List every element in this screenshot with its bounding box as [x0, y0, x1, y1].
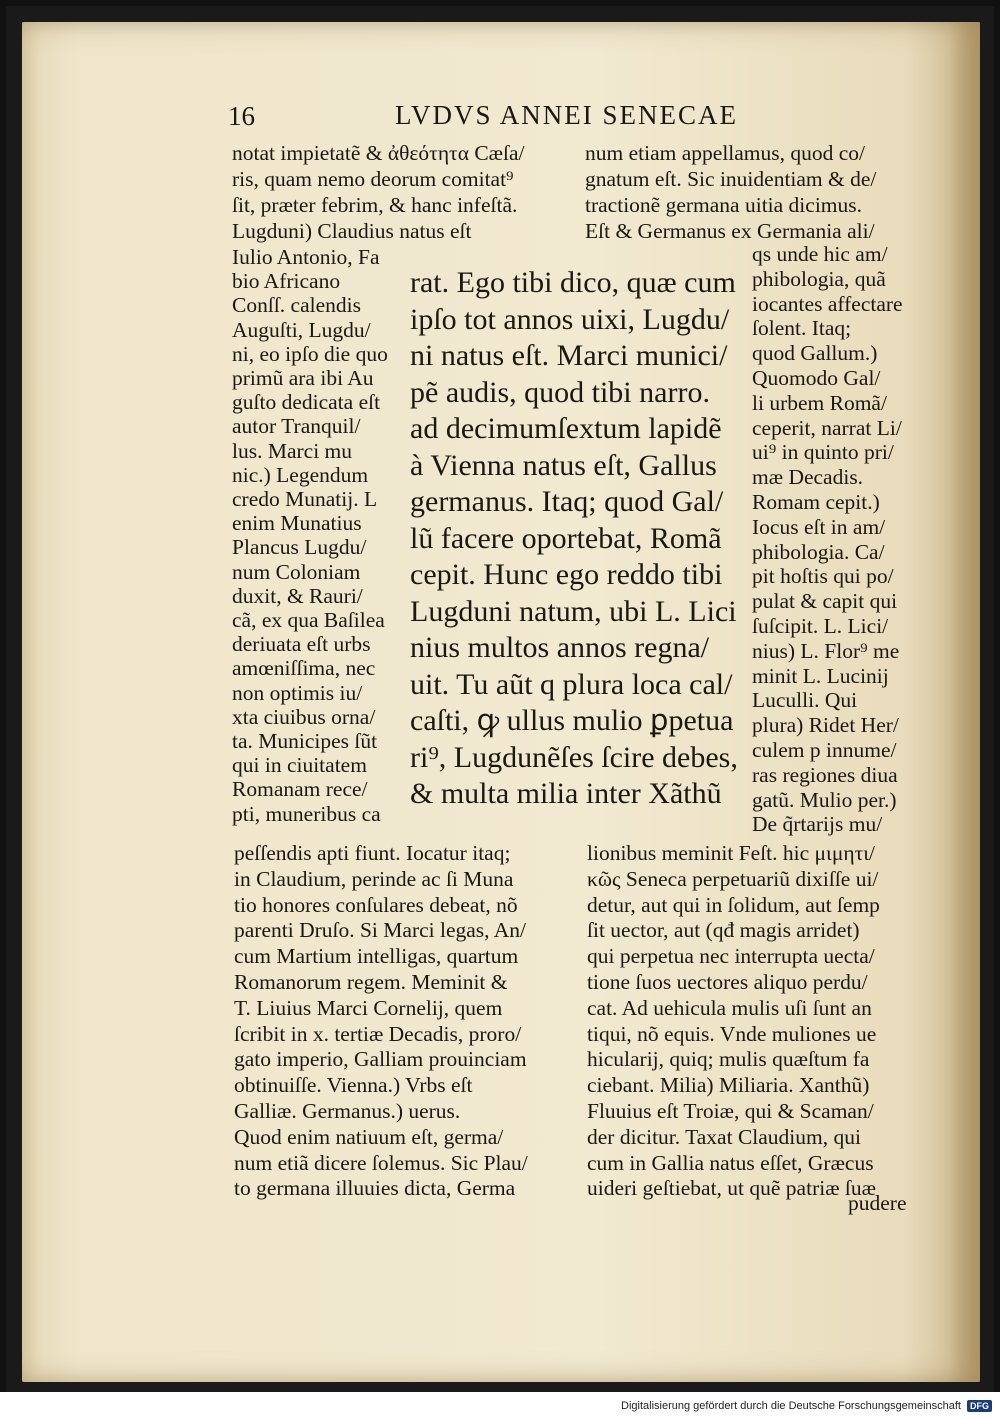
text-line: tione ſuos uectores aliquo perdu/	[587, 970, 868, 994]
text-line: guſto dedicata eſt	[232, 390, 381, 415]
text-line: lus. Marci mu	[232, 438, 353, 463]
text-line: ciebant. Milia) Miliaria. Xanthũ)	[587, 1073, 870, 1098]
text-line: gato imperio, Galliam prouinciam	[234, 1047, 527, 1072]
text-line: κῶς Seneca perpetuariũ dixiſſe ui/	[587, 866, 879, 891]
text-line: ui⁹ in quinto pri/	[752, 440, 894, 465]
text-line: tio honores conſulares debeat, nõ	[234, 892, 518, 917]
text-line: ras regiones diua	[752, 762, 898, 787]
text-line: ſit, præter febrim, & hanc infeſtã.	[232, 193, 518, 217]
text-line: & multa milia inter Xãthũ	[410, 777, 722, 810]
text-line: Fluuius eſt Troiæ, qui & Scaman/	[587, 1099, 874, 1123]
text-line: deriuata eſt urbs	[232, 632, 371, 657]
text-line: De q̃rtarijs mu/	[752, 812, 883, 837]
text-line: ſit uector, aut (qđ magis arridet)	[587, 918, 860, 943]
text-line: cum in Gallia natus eſſet, Græcus	[587, 1150, 874, 1175]
text-line: Romanam rece/	[232, 777, 368, 802]
text-line: li urbem Romã/	[752, 390, 887, 415]
text-line: culem p innume/	[752, 738, 897, 762]
text-line: quod Gallum.)	[752, 341, 878, 366]
text-line: in Claudium, perinde ac ſi Muna	[234, 866, 514, 891]
text-line: ipſo tot annos uixi, Lugdu/	[410, 302, 730, 336]
text-line: num Coloniam	[232, 559, 361, 584]
text-line: tiqui, nõ equis. Vnde muliones ue	[587, 1021, 877, 1046]
text-line: ſolent. Itaq;	[752, 316, 852, 341]
text-line: Iulio Antonio, Fa	[232, 245, 380, 269]
text-line: Quod enim natiuum eſt, germa/	[234, 1124, 504, 1149]
text-line: ni natus eſt. Marci munici/	[410, 339, 728, 372]
text-line: pulat & capit qui	[752, 589, 898, 614]
text-line: ad decimumſextum lapidẽ	[410, 412, 722, 445]
text-line: à Vienna natus eſt, Gallus	[410, 448, 717, 482]
text-line: Lugduni) Claudius natus eſt	[232, 219, 472, 243]
text-line: credo Munatij. L	[232, 487, 378, 511]
text-line: bio Africano	[232, 269, 341, 294]
text-line: uideri geſtiebat, ut quẽ patriæ ſuæ	[587, 1176, 876, 1201]
text-line: pti, muneribus ca	[232, 801, 381, 826]
text-line: ris, quam nemo deorum comitat⁹	[232, 167, 514, 191]
text-line: num etiã dicere ſolemus. Sic Plau/	[234, 1150, 528, 1175]
text-line: gatũ. Mulio per.)	[752, 787, 897, 812]
text-line: obtinuiſſe. Vienna.) Vrbs eſt	[234, 1073, 473, 1098]
text-line: germanus. Itaq; quod Gal/	[410, 485, 724, 518]
text-line: amœniſſima, nec	[232, 656, 376, 681]
text-line: num etiam appellamus, quod co/	[585, 141, 866, 165]
text-line: pẽ audis, quod tibi narro.	[410, 375, 710, 409]
text-line: notat impietatẽ & ἀθεότητα Cæſa/	[232, 141, 525, 165]
text-line: qs unde hic am/	[752, 242, 888, 266]
text-line: xta ciuibus orna/	[232, 704, 376, 729]
text-line: rat. Ego tibi dico, quæ cum	[410, 266, 736, 299]
text-line: uit. Tu aũt q plura loca cal/	[410, 667, 733, 701]
text-line: Eſt & Germanus ex Germania ali/	[585, 219, 875, 243]
digitization-footer	[0, 1392, 1000, 1420]
text-line: to germana illuuies dicta, Germa	[234, 1176, 516, 1201]
text-line: T. Liuius Marci Cornelij, quem	[234, 995, 503, 1020]
page-gutter-shadow	[950, 22, 980, 1382]
text-line: phibologia. Ca/	[752, 539, 885, 564]
dfg-logo-icon: DFG	[967, 1400, 992, 1412]
text-line: duxit, & Rauri/	[232, 583, 363, 608]
text-line: cum Martium intelligas, quartum	[234, 944, 519, 969]
text-line: Luculli. Qui	[752, 688, 858, 713]
text-line: Romanorum regem. Meminit &	[234, 970, 508, 994]
page-number: 16	[228, 101, 255, 131]
text-line: detur, aut qui in ſolidum, aut ſemp	[587, 892, 880, 917]
text-line: lionibus meminit Feſt. hic μιμητι/	[587, 841, 876, 865]
text-line: Iocus eſt in am/	[752, 514, 886, 539]
text-line: ni, eo ipſo die quo	[232, 341, 388, 366]
text-line: Galliæ. Germanus.) uerus.	[234, 1099, 461, 1123]
text-line: qui perpetua nec interrupta uecta/	[587, 944, 875, 969]
text-line: ſcribit in x. tertiæ Decadis, proro/	[234, 1021, 522, 1046]
text-line: pit hoſtis qui po/	[752, 564, 894, 589]
text-line: iocantes affectare	[752, 291, 903, 316]
text-line: Quomodo Gal/	[752, 366, 881, 390]
text-line: Conſſ. calendis	[232, 293, 361, 318]
text-line: qui in ciuitatem	[232, 753, 367, 778]
text-line: minit L. Lucinij	[752, 663, 889, 688]
text-line: ta. Municipes ſũt	[232, 729, 378, 753]
text-line: caſti, ꝙ ullus mulio ꝑpetua	[410, 704, 734, 737]
catchword: pudere	[848, 1191, 907, 1215]
footer-credit: Digitalisierung gefördert durch die Deutsche Forschungsgemeinschaft	[621, 1400, 961, 1412]
text-line: Romam cepit.)	[752, 490, 880, 514]
text-line: plura) Ridet Her/	[752, 713, 899, 738]
text-line: Plancus Lugdu/	[232, 535, 367, 560]
text-line: cepit. Hunc ego reddo tibi	[410, 558, 723, 591]
text-line: ri⁹, Lugdunẽſes ſcire debes,	[410, 740, 738, 774]
text-line: ceperit, narrat Li/	[752, 415, 902, 440]
text-line: peſſendis apti fiunt. Iocatur itaq;	[234, 841, 511, 865]
text-line: parenti Druſo. Si Marci legas, An/	[234, 918, 526, 943]
text-line: Auguſti, Lugdu/	[232, 317, 371, 342]
text-line: nius) L. Flor⁹ me	[752, 638, 900, 663]
text-line: mæ Decadis.	[752, 465, 864, 490]
text-line: cat. Ad uehicula mulis uſi ſunt an	[587, 995, 872, 1020]
text-line: Lugduni natum, ubi L. Lici	[410, 594, 737, 628]
text-line: phibologia, quã	[752, 266, 886, 291]
text-line: gnatum eſt. Sic inuidentiam & de/	[585, 167, 877, 191]
text-line: hicularij, quiq; mulis quæſtum fa	[587, 1047, 870, 1072]
text-line: primũ ara ibi Au	[232, 366, 374, 390]
text-line: nius multos annos regna/	[410, 631, 710, 664]
text-line: lũ facere oportebat, Romã	[410, 521, 722, 555]
text-line: der dicitur. Taxat Claudium, qui	[587, 1124, 861, 1149]
text-line: nic.) Legendum	[232, 462, 369, 487]
text-line: tractionẽ germana uitia dicimus.	[585, 193, 863, 217]
text-line: autor Tranquil/	[232, 414, 361, 439]
text-line: non optimis iu/	[232, 680, 363, 705]
text-line: ſuſcipit. L. Lici/	[752, 614, 889, 638]
running-title: LVDVS ANNEI SENECAE	[395, 100, 739, 130]
text-line: cã, ex qua Baſilea	[232, 608, 385, 632]
text-line: enim Munatius	[232, 511, 362, 536]
